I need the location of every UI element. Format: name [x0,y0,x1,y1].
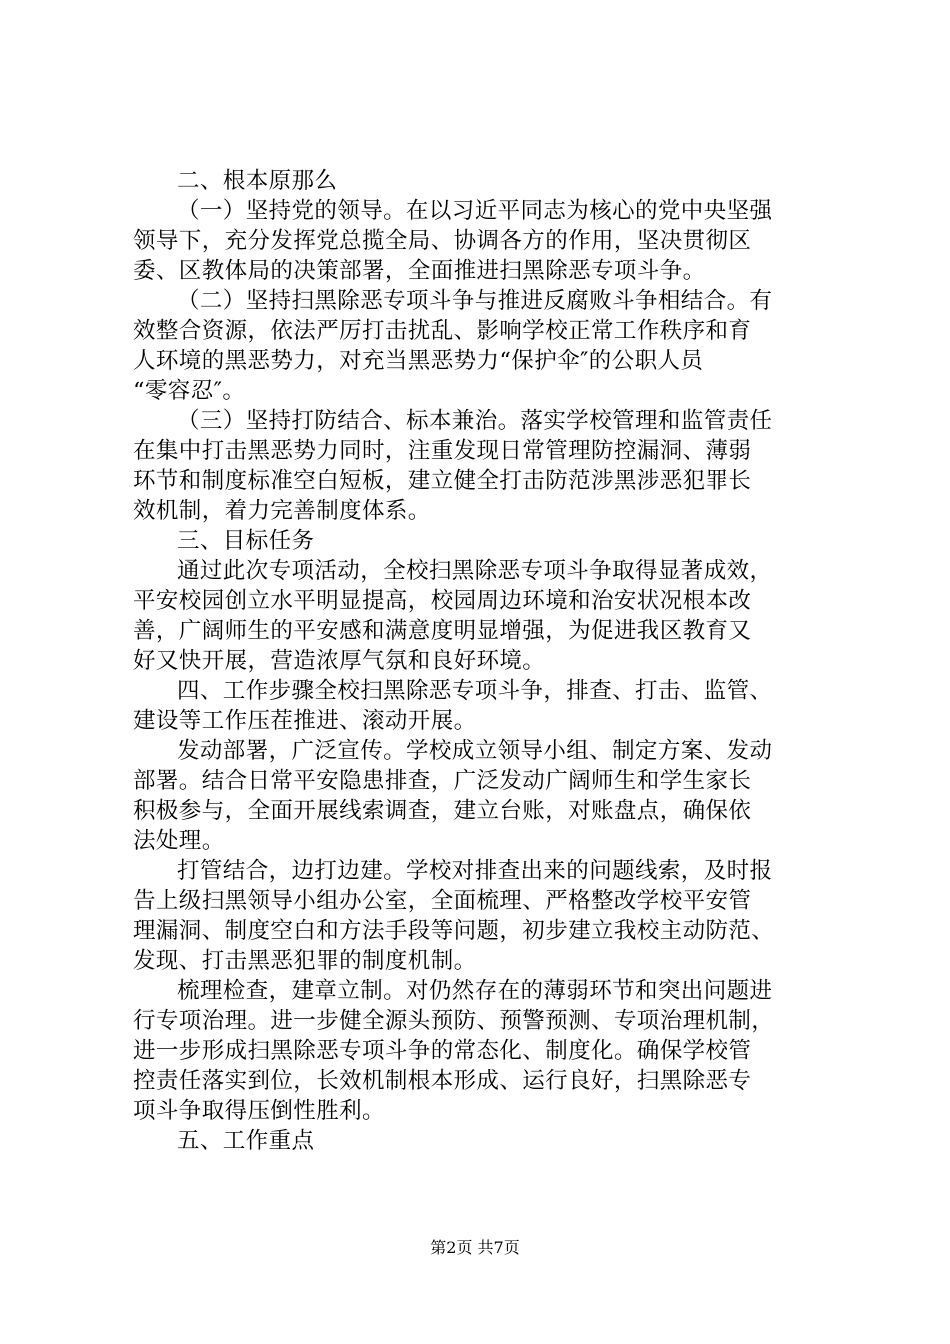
text-line: 法处理。 [133,828,225,854]
text-line: （一）坚持党的领导。在以习近平同志为核心的党中央坚强 [177,198,773,224]
text-line: 领导下，充分发挥党总揽全局、协调各方的作用，坚决贯彻区 [133,228,752,254]
text-line: 平安校园创立水平明显提高，校园周边环境和治安状况根本改 [133,588,752,614]
text-line: 发动部署，广泛宣传。学校成立领导小组、制定方案、发动 [177,738,773,764]
text-line: 部署。结合日常平安隐患排查，广泛发动广阔师生和学生家长 [133,768,752,794]
text-line: 环节和制度标准空白短板，建立健全打击防范涉黑涉恶犯罪长 [133,468,752,494]
text-line: 项斗争取得压倒性胜利。 [133,1098,385,1124]
text-line: 告上级扫黑领导小组办公室，全面梳理、严格整改学校平安管 [133,888,752,914]
text-line: 二、根本原那么 [177,168,338,194]
text-line: 四、工作步骤全校扫黑除恶专项斗争，排查、打击、监管、 [177,678,773,704]
text-line: “零容忍″。 [133,378,246,404]
text-line: 人环境的黑恶势力，对充当黑恶势力“保护伞″的公职人员 [133,348,704,374]
text-line: （三）坚持打防结合、标本兼治。落实学校管理和监管责任 [177,408,773,434]
text-line: 积极参与，全面开展线索调查，建立台账，对账盘点，确保依 [133,798,752,824]
text-line: 三、目标任务 [177,528,315,554]
text-line: 打管结合，边打边建。学校对排查出来的问题线索，及时报 [177,858,773,884]
text-line: 理漏洞、制度空白和方法手段等问题，初步建立我校主动防范、 [133,918,775,944]
text-line: （二）坚持扫黑除恶专项斗争与推进反腐败斗争相结合。有 [177,288,773,314]
page-footer: 第2页 共7页 [430,1238,520,1257]
document-body [133,166,853,1156]
text-line: 委、区教体局的决策部署，全面推进扫黑除恶专项斗争。 [133,258,706,284]
text-line: 行专项治理。进一步健全源头预防、预警预测、专项治理机制， [133,1008,775,1034]
text-line: 在集中打击黑恶势力同时，注重发现日常管理防控漏洞、薄弱 [133,438,752,464]
text-line: 效机制，着力完善制度体系。 [133,498,431,524]
text-line: 梳理检查，建章立制。对仍然存在的薄弱环节和突出问题进 [177,978,773,1004]
text-line: 通过此次专项活动，全校扫黑除恶专项斗争取得显著成效， [177,558,773,584]
text-line: 进一步形成扫黑除恶专项斗争的常态化、制度化。确保学校管 [133,1038,752,1064]
text-line: 五、工作重点 [177,1128,315,1154]
text-line: 控责任落实到位，长效机制根本形成、运行良好，扫黑除恶专 [133,1068,752,1094]
text-line: 好又快开展，营造浓厚气氛和良好环境。 [133,648,546,674]
text-line: 发现、打击黑恶犯罪的制度机制。 [133,948,477,974]
text-line: 效整合资源，依法严厉打击扰乱、影响学校正常工作秩序和育 [133,318,752,344]
text-line: 善，广阔师生的平安感和满意度明显增强，为促进我区教育又 [133,618,752,644]
text-line: 建设等工作压茬推进、滚动开展。 [133,708,477,734]
